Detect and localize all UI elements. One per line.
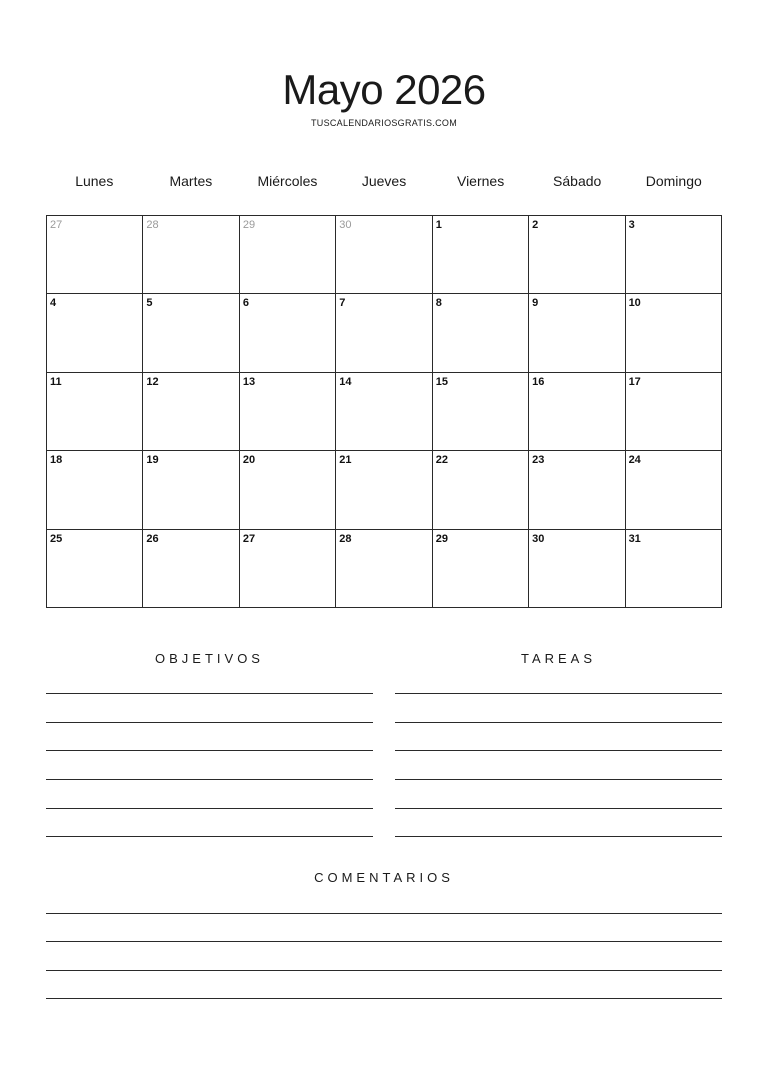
day-number: 2 (532, 219, 539, 231)
day-number: 5 (146, 297, 153, 310)
calendar-day-cell[interactable] (143, 373, 239, 451)
tareas-writing-line[interactable] (395, 693, 722, 694)
day-number: 28 (146, 219, 159, 231)
calendar-day-cell[interactable] (240, 530, 336, 608)
calendar-day-cell[interactable] (143, 451, 239, 529)
tareas-writing-line[interactable] (395, 750, 722, 751)
day-number: 6 (242, 297, 249, 310)
calendar-day-cell[interactable] (47, 530, 143, 608)
calendar-day-cell-other-month[interactable] (336, 216, 432, 294)
day-number: 14 (339, 375, 352, 388)
day-number: 17 (628, 375, 641, 388)
calendar-day-cell[interactable] (336, 294, 432, 372)
calendar-day-cell[interactable] (47, 373, 143, 451)
day-number: 7 (339, 297, 346, 310)
weekday-label: Jueves (361, 173, 407, 189)
day-number: 1 (435, 219, 442, 231)
day-number: 9 (532, 297, 539, 310)
calendar-day-cell[interactable] (47, 451, 143, 529)
day-number: 20 (242, 454, 256, 467)
tareas-heading: TAREAS (520, 651, 597, 666)
comentarios-writing-line[interactable] (46, 941, 722, 942)
calendar-day-cell[interactable] (433, 451, 529, 529)
calendar-day-cell[interactable] (626, 530, 722, 608)
day-number: 28 (339, 532, 352, 545)
calendar-day-cell[interactable] (433, 216, 529, 294)
calendar-day-cell[interactable] (529, 294, 625, 372)
day-number: 29 (242, 219, 256, 231)
calendar-grid (46, 215, 722, 608)
day-number: 27 (50, 219, 63, 231)
comentarios-writing-line[interactable] (46, 913, 722, 914)
day-number: 15 (435, 375, 448, 388)
calendar-day-cell[interactable] (336, 451, 432, 529)
calendar-day-cell[interactable] (336, 373, 432, 451)
day-number: 22 (435, 454, 448, 467)
day-number: 13 (242, 375, 256, 388)
day-number: 30 (339, 219, 352, 231)
calendar-day-cell[interactable] (433, 373, 529, 451)
comentarios-writing-line[interactable] (46, 970, 722, 971)
day-number: 26 (146, 532, 159, 545)
weekday-label: Domingo (645, 173, 702, 189)
day-number: 18 (50, 454, 63, 467)
weekday-label: Miércoles (257, 173, 318, 189)
day-number: 12 (146, 375, 159, 388)
weekday-label: Viernes (456, 173, 505, 189)
calendar-day-cell[interactable] (143, 294, 239, 372)
calendar-day-cell[interactable] (240, 373, 336, 451)
day-number: 11 (50, 375, 62, 388)
weekday-label: Martes (169, 173, 213, 189)
calendar-day-cell[interactable] (336, 530, 432, 608)
calendar-day-cell-other-month[interactable] (47, 216, 143, 294)
day-number: 16 (532, 375, 545, 388)
calendar-day-cell[interactable] (433, 294, 529, 372)
tareas-writing-line[interactable] (395, 808, 722, 809)
objetivos-writing-line[interactable] (46, 779, 373, 780)
tareas-writing-line[interactable] (395, 836, 722, 837)
day-number: 4 (50, 297, 57, 310)
calendar-day-cell-other-month[interactable] (240, 216, 336, 294)
calendar-day-cell[interactable] (626, 373, 722, 451)
calendar-day-cell[interactable] (626, 216, 722, 294)
calendar-day-cell[interactable] (240, 451, 336, 529)
calendar-day-cell[interactable] (47, 294, 143, 372)
objetivos-heading: OBJETIVOS (155, 651, 264, 666)
calendar-day-cell[interactable] (529, 373, 625, 451)
day-number: 25 (50, 532, 63, 545)
comentarios-heading: COMENTARIOS (314, 870, 454, 885)
weekday-header (46, 171, 722, 191)
tareas-writing-line[interactable] (395, 779, 722, 780)
day-number: 21 (339, 454, 352, 467)
day-number: 8 (435, 297, 442, 310)
calendar-day-cell[interactable] (529, 216, 625, 294)
day-number: 10 (628, 297, 641, 310)
day-number: 23 (532, 454, 545, 467)
objetivos-writing-line[interactable] (46, 750, 373, 751)
day-number: 30 (532, 532, 545, 545)
day-number: 29 (435, 532, 448, 545)
objetivos-writing-line[interactable] (46, 722, 373, 723)
calendar-day-cell[interactable] (529, 451, 625, 529)
weekday-label: Sábado (553, 173, 602, 189)
comentarios-writing-line[interactable] (46, 998, 722, 999)
tareas-writing-line[interactable] (395, 722, 722, 723)
calendar-day-cell[interactable] (529, 530, 625, 608)
objetivos-writing-line[interactable] (46, 836, 373, 837)
calendar-day-cell[interactable] (143, 530, 239, 608)
objetivos-writing-line[interactable] (46, 693, 373, 694)
page-title: Mayo 2026 (282, 66, 486, 113)
calendar-day-cell[interactable] (626, 451, 722, 529)
weekday-label: Lunes (75, 173, 114, 189)
calendar-day-cell[interactable] (433, 530, 529, 608)
day-number: 24 (628, 454, 641, 467)
calendar-day-cell[interactable] (240, 294, 336, 372)
day-number: 27 (242, 532, 256, 545)
day-number: 19 (146, 454, 159, 467)
day-number: 31 (628, 532, 641, 545)
objetivos-writing-line[interactable] (46, 808, 373, 809)
day-number: 3 (628, 219, 635, 231)
calendar-day-cell[interactable] (626, 294, 722, 372)
calendar-day-cell-other-month[interactable] (143, 216, 239, 294)
page-subtitle: TUSCALENDARIOSGRATIS.COM (310, 118, 458, 128)
